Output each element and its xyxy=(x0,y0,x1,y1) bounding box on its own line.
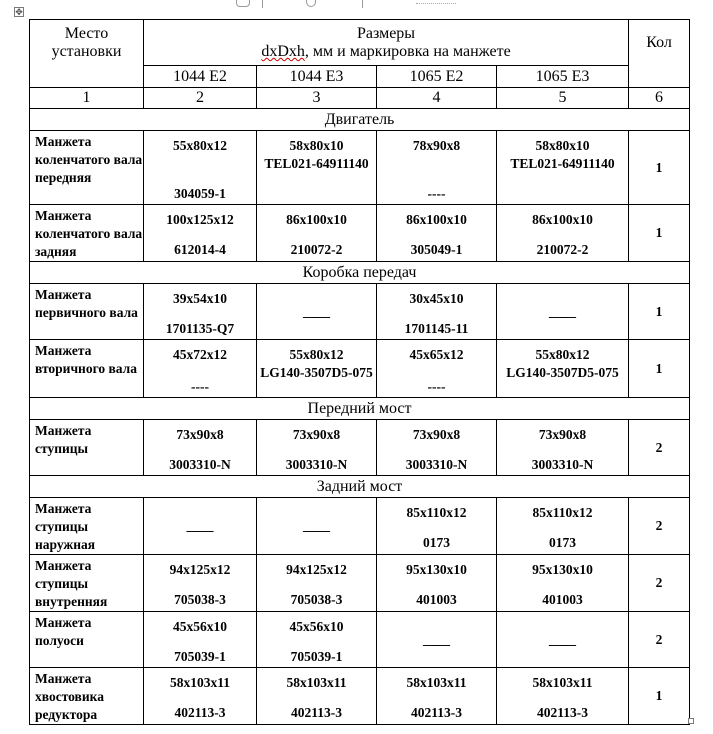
seal-size: 73х90х8 xyxy=(538,427,587,442)
table-resize-handle-icon[interactable] xyxy=(688,718,694,724)
quantity: 1 xyxy=(629,668,690,725)
location-header xyxy=(30,20,144,88)
seal-cell xyxy=(377,668,497,725)
part-name: Манжета ступицы наружная xyxy=(30,498,144,555)
quantity: 1 xyxy=(629,131,690,205)
seal-cell xyxy=(377,555,497,612)
seal-marking: 402113-3 xyxy=(290,705,342,720)
seal-cell xyxy=(377,420,497,476)
quantity: 1 xyxy=(629,205,690,262)
dimension-notation: dxDxh xyxy=(261,43,305,60)
seal-size: 85х110х12 xyxy=(532,505,593,520)
seal-size: 100х125х12 xyxy=(166,212,234,227)
column-numbers-row xyxy=(30,88,690,109)
seal-size: 55х80х12 xyxy=(289,347,344,362)
seal-marking: 0173 xyxy=(549,535,577,550)
location-header-label: Место установки xyxy=(51,25,122,60)
header-drawing-fragment xyxy=(362,0,363,8)
seal-size: 58х80х10 xyxy=(535,138,590,153)
seal-cell xyxy=(497,340,629,398)
table-row xyxy=(30,612,690,668)
no-marking: ---- xyxy=(427,379,446,394)
model-header: 1065 Е3 xyxy=(497,66,629,88)
seal-cell xyxy=(144,340,257,398)
seal-cell xyxy=(257,420,377,476)
seal-cell xyxy=(497,555,629,612)
qty-header-label: Кол xyxy=(646,34,672,51)
column-number: 3 xyxy=(257,88,377,109)
section-row xyxy=(30,109,690,131)
header-drawing-fragment xyxy=(416,0,456,4)
table-row xyxy=(30,420,690,476)
part-name: Манжета полуоси xyxy=(30,612,144,668)
seal-cell xyxy=(497,205,629,262)
quantity: 2 xyxy=(629,498,690,555)
seal-marking: 1701145-11 xyxy=(404,321,469,336)
seal-marking: LG140-3507D5-075 xyxy=(506,365,619,380)
seal-size: 95х130х10 xyxy=(406,562,467,577)
seal-cell xyxy=(257,131,377,205)
seal-size: 39х54х10 xyxy=(173,291,227,306)
seal-size: 95х130х10 xyxy=(532,562,593,577)
part-name: Манжета ступицы внутренняя xyxy=(30,555,144,612)
seal-marking: 705039-1 xyxy=(290,649,343,664)
seal-marking: 3003310-N xyxy=(405,457,468,472)
table-row xyxy=(30,131,690,205)
header-drawing-fragment xyxy=(236,0,250,7)
seal-marking: 705038-3 xyxy=(290,592,343,607)
section-title: Передний мост xyxy=(30,398,690,420)
no-seal-cell: ____ xyxy=(377,612,497,668)
table-row xyxy=(30,340,690,398)
sizes-header-title: Размеры xyxy=(356,25,416,42)
seal-size: 58х103х11 xyxy=(169,675,230,690)
seal-cell xyxy=(377,205,497,262)
part-name: Манжета хвостовика редуктора xyxy=(30,668,144,725)
seal-marking: 705039-1 xyxy=(174,649,226,664)
seal-marking: 304059-1 xyxy=(174,186,226,201)
model-header: 1044 Е3 xyxy=(257,66,377,88)
sizes-subtitle-text: , мм и маркировка на манжете xyxy=(304,43,511,60)
table-row xyxy=(30,284,690,340)
seal-cell xyxy=(144,420,257,476)
seal-cell xyxy=(497,668,629,725)
seal-cell xyxy=(377,340,497,398)
seal-cell xyxy=(257,555,377,612)
seal-marking: 705038-3 xyxy=(174,592,226,607)
column-number: 4 xyxy=(377,88,497,109)
table-row xyxy=(30,668,690,725)
model-header: 1065 Е2 xyxy=(377,66,497,88)
sizes-header xyxy=(144,20,629,66)
seal-specification-table xyxy=(29,19,690,725)
seal-size: 86х100х10 xyxy=(286,212,347,227)
qty-header xyxy=(629,20,690,88)
no-seal-cell: ____ xyxy=(257,498,377,555)
column-number: 5 xyxy=(497,88,629,109)
seal-cell xyxy=(144,555,257,612)
seal-size: 78х90х8 xyxy=(412,138,461,153)
seal-marking: 3003310-N xyxy=(285,457,348,472)
part-name: Манжета коленчатого вала задняя xyxy=(30,205,144,262)
header-drawing-fragment xyxy=(262,0,263,8)
seal-cell xyxy=(257,612,377,668)
section-row xyxy=(30,398,690,420)
seal-size: 73х90х8 xyxy=(412,427,461,442)
seal-marking: 305049-1 xyxy=(410,242,463,257)
seal-marking: 0173 xyxy=(423,535,450,550)
part-name: Манжета ступицы xyxy=(30,420,144,476)
seal-marking: 1701135-Q7 xyxy=(165,321,235,336)
section-title: Двигатель xyxy=(30,109,690,131)
table-row xyxy=(30,205,690,262)
seal-cell xyxy=(377,284,497,340)
quantity: 1 xyxy=(629,284,690,340)
seal-cell xyxy=(377,498,497,555)
no-marking: ---- xyxy=(427,186,446,201)
seal-size: 58х103х11 xyxy=(406,675,467,690)
seal-cell xyxy=(144,284,257,340)
seal-marking: TEL021-64911140 xyxy=(510,156,615,171)
seal-cell xyxy=(144,131,257,205)
seal-marking: LG140-3507D5-075 xyxy=(260,365,373,380)
column-number: 2 xyxy=(144,88,257,109)
table-row xyxy=(30,498,690,555)
seal-cell xyxy=(257,340,377,398)
seal-marking: 612014-4 xyxy=(174,242,226,257)
section-row xyxy=(30,476,690,498)
seal-size: 55х80х12 xyxy=(173,138,227,153)
seal-size: 94х125х12 xyxy=(169,562,231,577)
seal-size: 73х90х8 xyxy=(292,427,341,442)
seal-marking: 402113-3 xyxy=(410,705,462,720)
part-name: Манжета первичного вала xyxy=(30,284,144,340)
seal-size: 58х103х11 xyxy=(286,675,347,690)
no-seal-cell: ____ xyxy=(497,284,629,340)
sizes-header-subtitle xyxy=(144,43,628,61)
header-row xyxy=(30,20,690,66)
seal-cell xyxy=(257,205,377,262)
seal-size: 45х72х12 xyxy=(173,347,227,362)
seal-size: 86х100х10 xyxy=(406,212,467,227)
part-name: Манжета коленчатого вала передняя xyxy=(30,131,144,205)
seal-size: 45х65х12 xyxy=(409,347,464,362)
header-drawing-fragment xyxy=(306,0,316,7)
section-row xyxy=(30,262,690,284)
seal-cell xyxy=(257,668,377,725)
seal-cell xyxy=(497,131,629,205)
column-number: 6 xyxy=(629,88,690,109)
part-name: Манжета вторичного вала xyxy=(30,340,144,398)
table-move-handle-icon[interactable]: ✥ xyxy=(15,7,23,17)
seal-marking: 210072-2 xyxy=(536,242,589,257)
seal-marking: 401003 xyxy=(542,592,583,607)
quantity: 2 xyxy=(629,555,690,612)
section-title: Коробка передач xyxy=(30,262,690,284)
quantity: 2 xyxy=(629,612,690,668)
seal-cell xyxy=(497,420,629,476)
seal-size: 58х103х11 xyxy=(532,675,593,690)
seal-size: 55х80х12 xyxy=(535,347,590,362)
quantity: 1 xyxy=(629,340,690,398)
seal-size: 73х90х8 xyxy=(176,427,224,442)
seal-cell xyxy=(377,131,497,205)
no-seal-cell: ____ xyxy=(144,498,257,555)
seal-marking: 401003 xyxy=(416,592,457,607)
no-seal-cell: ____ xyxy=(257,284,377,340)
seal-marking: TEL021-64911140 xyxy=(264,156,369,171)
no-marking: ---- xyxy=(191,379,209,394)
seal-cell xyxy=(144,668,257,725)
table-row xyxy=(30,555,690,612)
seal-cell xyxy=(144,205,257,262)
seal-size: 45х56х10 xyxy=(289,619,344,634)
seal-marking: 402113-3 xyxy=(174,705,226,720)
seal-marking: 402113-3 xyxy=(537,705,589,720)
column-number: 1 xyxy=(30,88,144,109)
seal-marking: 3003310-N xyxy=(531,457,594,472)
seal-size: 30х45х10 xyxy=(409,291,464,306)
seal-size: 94х125х12 xyxy=(286,562,347,577)
no-seal-cell: ____ xyxy=(497,612,629,668)
seal-size: 86х100х10 xyxy=(532,212,593,227)
quantity: 2 xyxy=(629,420,690,476)
seal-cell xyxy=(497,498,629,555)
seal-size: 58х80х10 xyxy=(289,138,344,153)
seal-size: 85х110х12 xyxy=(406,505,467,520)
model-header: 1044 Е2 xyxy=(144,66,257,88)
seal-marking: 210072-2 xyxy=(290,242,343,257)
seal-cell xyxy=(144,612,257,668)
seal-marking: 3003310-N xyxy=(169,457,231,472)
seal-size: 45х56х10 xyxy=(173,619,227,634)
section-title: Задний мост xyxy=(30,476,690,498)
